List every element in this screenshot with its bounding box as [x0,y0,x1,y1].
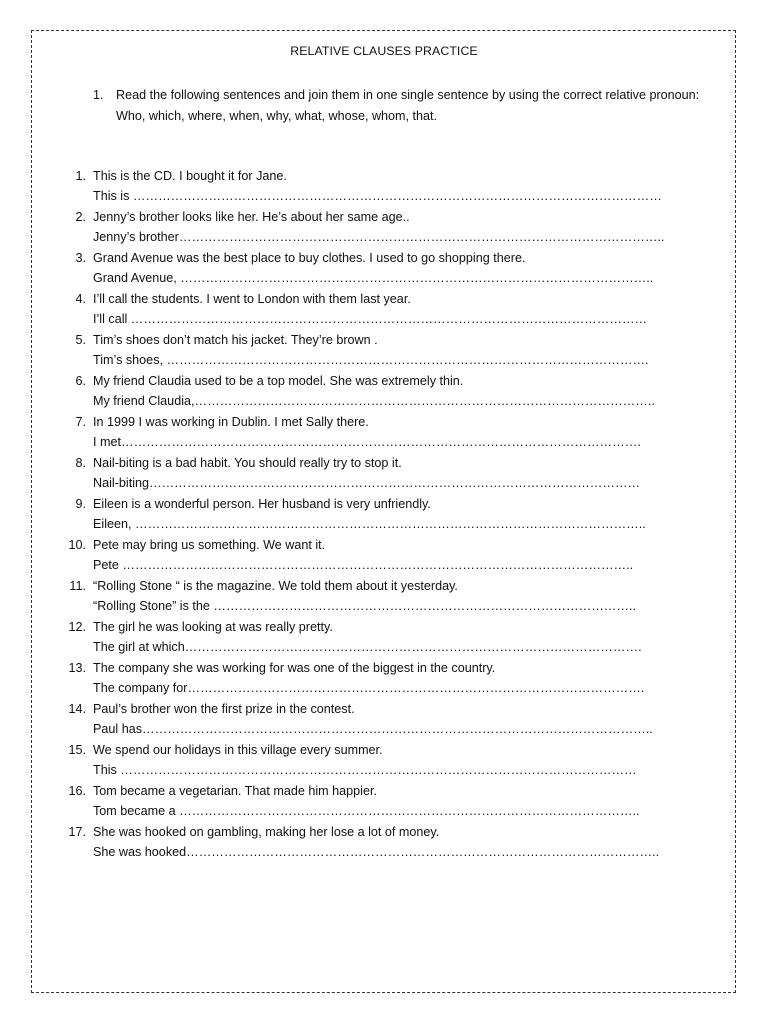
exercise-item [0,330,768,371]
exercise-sentence: Jenny’s brother looks like her. He’s about her same age.. [93,210,410,224]
exercise-answer-line: My friend Claudia,……………………………………………………………………………………………….. [93,394,655,408]
exercise-item [0,617,768,658]
exercise-sentence: Eileen is a wonderful person. Her husband is very unfriendly. [93,497,431,511]
exercise-sentence: Tom became a vegetarian. That made him happier. [93,784,377,798]
exercise-sentence: Tim’s shoes don’t match his jacket. They’re brown . [93,333,378,347]
exercise-sentence: Pete may bring us something. We want it. [93,538,326,552]
exercise-number: 7. [75,415,86,429]
exercise-item [0,535,768,576]
exercise-number: 13. [68,661,86,675]
exercise-answer-line: Eileen, ………………………………………………………………………………………………………….. [93,517,646,531]
exercise-item [0,822,768,863]
exercise-sentence: Nail-biting is a bad habit. You should really try to stop it. [93,456,402,470]
exercise-sentence: We spend our holidays in this village every summer. [93,743,383,757]
exercise-item [0,658,768,699]
exercise-number: 9. [75,497,86,511]
exercise-sentence: She was hooked on gambling, making her lose a lot of money. [93,825,440,839]
exercise-item [0,740,768,781]
exercise-number: 1. [75,169,86,183]
instruction-text: Read the following sentences and join them in one single sentence by using the correct relative pronoun: Who, which, where, when, why, what, whose, whom, that. [116,88,700,123]
exercise-number: 2. [75,210,86,224]
exercise-answer-line: The girl at which………………………………………………………………………………………………. [93,640,642,654]
exercise-answer-line: This …………………………………………………………………………………………………………… [93,763,637,777]
exercise-number: 17. [68,825,86,839]
exercise-number: 8. [75,456,86,470]
exercise-sentence: The company she was working for was one of the biggest in the country. [93,661,496,675]
exercise-item [0,412,768,453]
exercise-answer-line: Jenny’s brother…………………………………………………………………………………………………….. [93,230,665,244]
exercise-sentence: This is the CD. I bought it for Jane. [93,169,287,183]
exercise-answer-line: Nail-biting……………………………………………………………………………………………………… [93,476,641,490]
exercise-sentence: Paul’s brother won the first prize in the contest. [93,702,355,716]
exercise-answer-line: Grand Avenue, ………………………………………………………………………………………………….. [93,271,654,285]
exercise-answer-line: Paul has………………………………………………………………………………………………………….. [93,722,653,736]
exercise-answer-line: She was hooked………………………………………………………………………………………………….. [93,845,660,859]
exercise-item [0,576,768,617]
exercise-item [0,453,768,494]
instruction-number: 1. [93,88,104,102]
exercise-sentence: Grand Avenue was the best place to buy clothes. I used to go shopping there. [93,251,526,265]
exercise-item [0,248,768,289]
exercise-item [0,289,768,330]
exercise-sentence: The girl he was looking at was really pretty. [93,620,333,634]
exercise-item [0,166,768,207]
exercise-answer-line: This is ……………………………………………………………………………………………………………… [93,189,662,203]
exercise-number: 16. [68,784,86,798]
exercise-sentence: In 1999 I was working in Dublin. I met Sally there. [93,415,369,429]
exercise-item [0,494,768,535]
exercise-number: 11. [69,579,86,593]
exercise-item [0,781,768,822]
exercise-item [0,207,768,248]
exercise-answer-line: Tim’s shoes, ……………………………………………………………………………………………………. [93,353,649,367]
exercise-number: 3. [75,251,86,265]
exercise-answer-line: Pete ………………………………………………………………………………………………………….. [93,558,634,572]
page-title: RELATIVE CLAUSES PRACTICE [290,44,478,58]
exercise-number: 10. [68,538,86,552]
exercise-answer-line: “Rolling Stone” is the ……………………………………………………………………………………….. [93,599,636,613]
exercise-number: 12. [68,620,86,634]
exercise-sentence: “Rolling Stone “ is the magazine. We told them about it yesterday. [93,579,458,593]
exercise-item [0,371,768,412]
exercise-number: 4. [75,292,86,306]
exercise-answer-line: Tom became a ……………………………………………………………………………………………….. [93,804,640,818]
exercise-list [0,166,768,863]
exercise-number: 5. [75,333,86,347]
exercise-number: 14. [68,702,86,716]
exercise-sentence: I’ll call the students. I went to London with them last year. [93,292,411,306]
exercise-sentence: My friend Claudia used to be a top model. She was extremely thin. [93,374,464,388]
exercise-answer-line: I met……………………………………………………………………………………………………………. [93,435,641,449]
exercise-item [0,699,768,740]
exercise-number: 15. [68,743,86,757]
exercise-answer-line: I’ll call …………………………………………………………………………………………………………… [93,312,648,326]
exercise-answer-line: The company for………………………………………………………………………………………………. [93,681,645,695]
exercise-number: 6. [75,374,86,388]
